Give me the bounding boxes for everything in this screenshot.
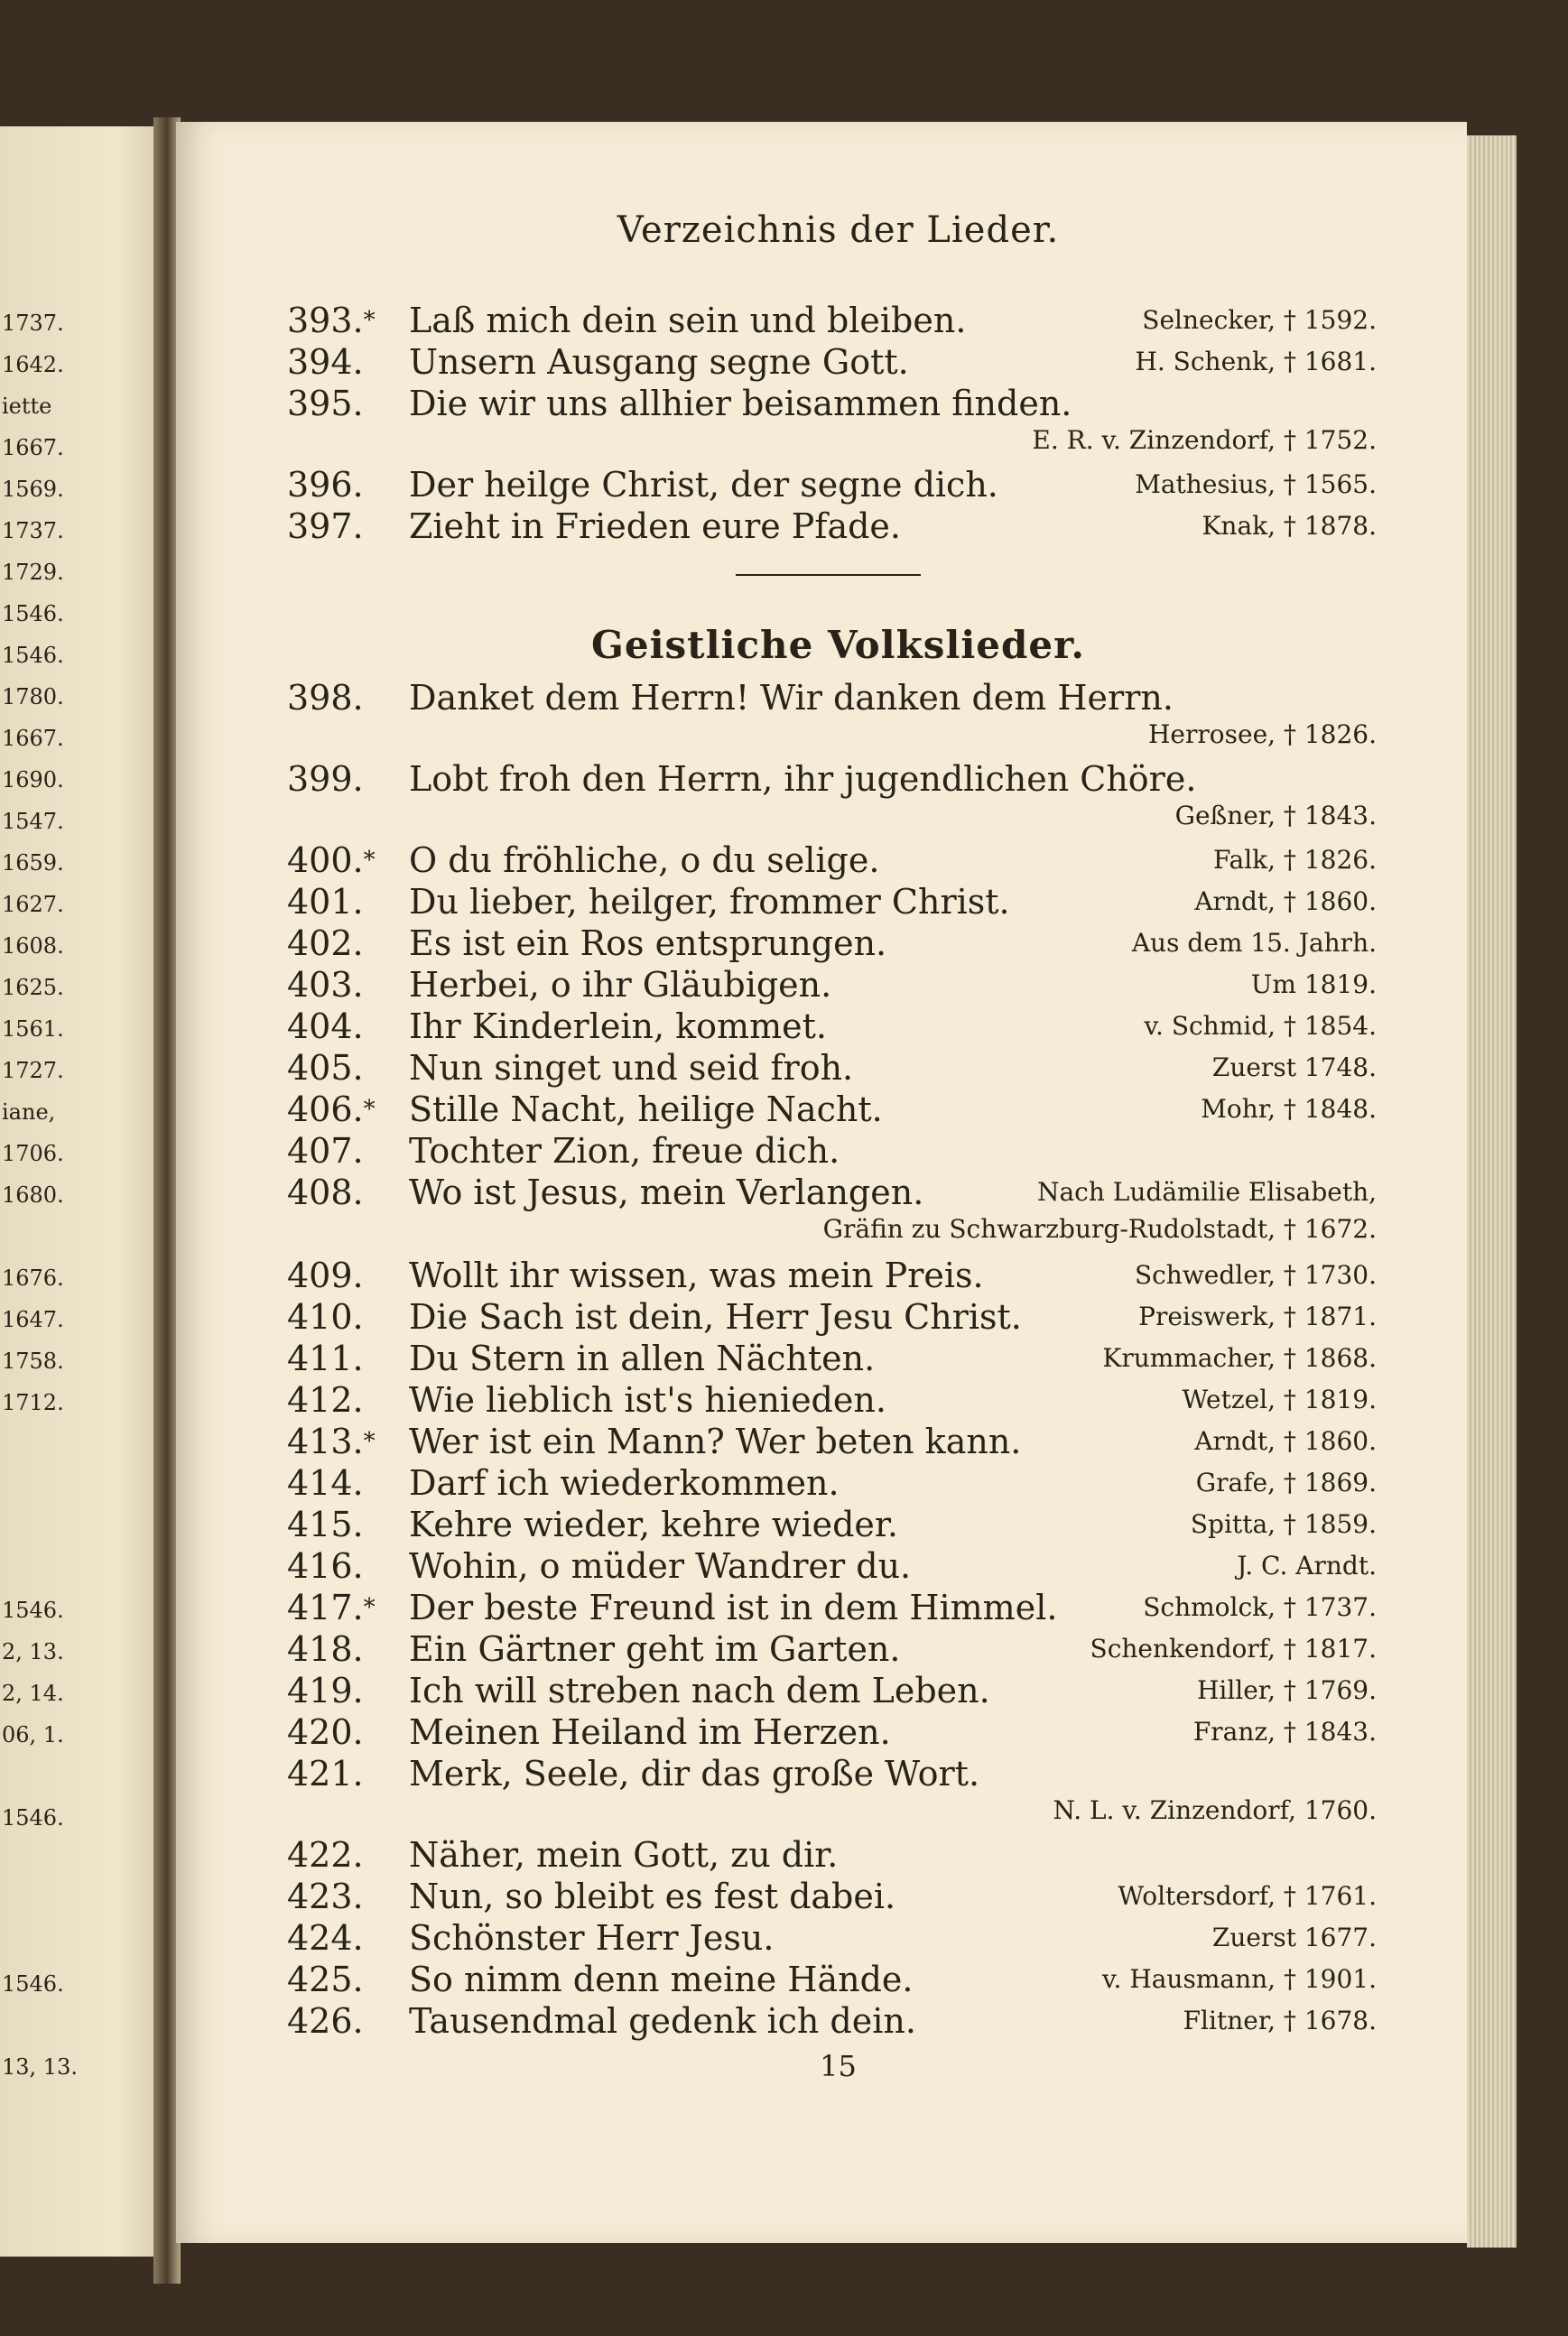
song-first-line: Ein Gärtner geht im Garten.: [409, 1629, 901, 1669]
song-author: Franz, † 1843.: [1192, 1717, 1377, 1747]
song-author-continued: Herrosee, † 1826.: [1148, 719, 1377, 749]
song-number: [287, 505, 364, 547]
song-number-text: 395.: [287, 384, 364, 423]
page-title: Verzeichnis der Lieder.: [617, 209, 1060, 251]
song-first-line: Tausendmal gedenk ich dein.: [409, 2001, 916, 2041]
song-number-text: 420.: [287, 1712, 364, 1752]
song-author-continued: E. R. v. Zinzendorf, † 1752.: [1032, 425, 1377, 455]
star-marker: *: [363, 307, 376, 334]
song-first-line: Näher, mein Gott, zu dir.: [409, 1835, 839, 1875]
song-first-line: Ich will streben nach dem Leben.: [409, 1671, 990, 1710]
song-first-line: So nimm denn meine Hände.: [409, 1960, 914, 1999]
song-number-text: 410.: [287, 1297, 364, 1337]
song-author: Aus dem 15. Jahrh.: [1131, 928, 1377, 958]
song-entry: [287, 1089, 1377, 1130]
song-author: H. Schenk, † 1681.: [1135, 347, 1377, 376]
left-page-number: [2, 1756, 101, 1797]
left-page-number: 1780.: [2, 684, 64, 709]
left-page-number: [2, 1423, 101, 1465]
left-page-number: [2, 1922, 101, 1963]
song-author: Grafe, † 1869.: [1195, 1468, 1377, 1497]
song-number-text: 412.: [287, 1380, 364, 1420]
song-number: [287, 1130, 364, 1172]
song-number: [287, 839, 376, 881]
song-number: [287, 1876, 364, 1917]
left-page-number: 1647.: [2, 1307, 64, 1332]
song-number-text: 426.: [287, 2001, 364, 2041]
song-number-text: 405.: [287, 1048, 364, 1088]
song-number: [287, 1587, 376, 1628]
song-first-line: Du Stern in allen Nächten.: [409, 1339, 876, 1378]
song-number-text: 408.: [287, 1173, 364, 1212]
song-number-text: 401.: [287, 882, 364, 922]
left-page-numbers: [2, 302, 101, 2088]
song-first-line: Wohin, o müder Wandrer du.: [409, 1546, 912, 1586]
song-number-text: 424.: [287, 1918, 364, 1958]
song-entry: [287, 839, 1377, 881]
song-entry: [287, 1130, 1377, 1172]
song-number: [287, 1462, 364, 1504]
song-entry: [287, 1876, 1377, 1917]
song-number: [287, 1628, 364, 1670]
star-marker: *: [363, 1594, 376, 1621]
song-first-line: Wer ist ein Mann? Wer beten kann.: [409, 1422, 1022, 1461]
song-first-line: Wo ist Jesus, mein Verlangen.: [409, 1173, 924, 1212]
left-page-number: 06, 1.: [2, 1722, 64, 1747]
song-entry: [287, 1711, 1377, 1753]
song-author-continued: Geßner, † 1843.: [1174, 801, 1377, 830]
song-number: [287, 1047, 364, 1089]
left-page-number: 1706.: [2, 1141, 64, 1166]
song-first-line: Lobt froh den Herrn, ihr jugendlichen Chöre.: [409, 759, 1197, 799]
song-number-text: 416.: [287, 1546, 364, 1586]
left-page-number: 1737.: [2, 311, 64, 336]
song-number-text: 406.: [287, 1089, 364, 1129]
song-author: Schwedler, † 1730.: [1134, 1260, 1377, 1290]
song-entry: [287, 922, 1377, 964]
song-first-line: Laß mich dein sein und bleiben.: [409, 301, 967, 340]
left-page-edge: [0, 126, 167, 2257]
left-page-number: 1680.: [2, 1182, 64, 1208]
song-first-line: Der beste Freund ist in dem Himmel.: [409, 1588, 1058, 1627]
left-page-number: 2, 13.: [2, 1639, 64, 1664]
song-number-text: 393.: [287, 301, 364, 340]
song-number-text: 414.: [287, 1463, 364, 1503]
left-page-number: 1569.: [2, 477, 64, 502]
song-number-text: 398.: [287, 678, 364, 718]
song-first-line: Danket dem Herrn! Wir danken dem Herrn.: [409, 678, 1174, 718]
song-entry: [287, 881, 1377, 922]
song-number: [287, 1753, 364, 1794]
song-number: [287, 2000, 364, 2042]
left-page-number: 1627.: [2, 892, 64, 917]
song-number-text: 396.: [287, 465, 364, 505]
left-page-number: 2, 14.: [2, 1681, 64, 1706]
song-first-line: Ihr Kinderlein, kommet.: [409, 1006, 827, 1046]
left-page-number: 1727.: [2, 1058, 64, 1083]
song-number-text: 400.: [287, 840, 364, 880]
page-number: 15: [820, 2049, 857, 2083]
song-entry: [287, 1834, 1377, 1876]
song-number: [287, 464, 364, 505]
song-number: [287, 677, 364, 718]
song-author-continued: N. L. v. Zinzendorf, 1760.: [1053, 1795, 1377, 1825]
song-entry: [287, 1504, 1377, 1545]
song-entry: [287, 505, 1377, 547]
left-page-number: 1737.: [2, 518, 64, 543]
song-entry: [287, 1379, 1377, 1421]
song-number: [287, 758, 364, 800]
song-number-text: 421.: [287, 1754, 364, 1794]
star-marker: *: [363, 847, 376, 874]
song-author: Hiller, † 1769.: [1196, 1675, 1377, 1705]
left-page-number: 1712.: [2, 1390, 64, 1415]
song-entry: [287, 1545, 1377, 1587]
song-author: Preiswerk, † 1871.: [1138, 1302, 1377, 1331]
left-page-number: iette: [2, 394, 52, 419]
song-number: [287, 341, 364, 383]
left-page-number: [2, 1216, 101, 1257]
song-number: [287, 1545, 364, 1587]
left-page-number: [2, 1465, 101, 1506]
song-number: [287, 922, 364, 964]
song-first-line: Meinen Heiland im Herzen.: [409, 1712, 891, 1752]
song-entry: [287, 300, 1377, 341]
left-page-number: 1690.: [2, 767, 64, 793]
left-page-number: 1729.: [2, 560, 64, 585]
song-number: [287, 1172, 364, 1213]
song-number: [287, 300, 376, 341]
song-number: [287, 881, 364, 922]
song-entry: [287, 1172, 1377, 1244]
song-entry: [287, 1047, 1377, 1089]
song-first-line: Kehre wieder, kehre wieder.: [409, 1505, 898, 1544]
song-number: [287, 1504, 364, 1545]
song-first-line: Herbei, o ihr Gläubigen.: [409, 965, 832, 1005]
song-author: Krummacher, † 1868.: [1102, 1343, 1377, 1373]
song-number-text: 422.: [287, 1835, 364, 1875]
song-number: [287, 1255, 364, 1296]
song-author: Arndt, † 1860.: [1194, 886, 1377, 916]
song-first-line: Wie lieblich ist's hienieden.: [409, 1380, 886, 1420]
song-first-line: Schönster Herr Jesu.: [409, 1918, 775, 1958]
star-marker: *: [363, 1428, 376, 1455]
song-first-line: Darf ich wiederkommen.: [409, 1463, 840, 1503]
left-page-number: 1546.: [2, 1971, 64, 1997]
song-author: Um 1819.: [1250, 969, 1377, 999]
song-entry: [287, 1006, 1377, 1047]
song-number-text: 419.: [287, 1671, 364, 1710]
song-entry: [287, 1917, 1377, 1959]
song-number: [287, 1421, 376, 1462]
song-number-text: 407.: [287, 1131, 364, 1171]
song-first-line: Zieht in Frieden eure Pfade.: [409, 506, 901, 546]
song-entry: [287, 1338, 1377, 1379]
song-number-text: 404.: [287, 1006, 364, 1046]
song-author: Nach Ludämilie Elisabeth,: [1036, 1177, 1377, 1207]
song-author: Falk, † 1826.: [1212, 845, 1377, 875]
left-page-number: 1561.: [2, 1016, 64, 1042]
song-entry: [287, 1296, 1377, 1338]
song-number: [287, 1089, 376, 1130]
song-number-text: 425.: [287, 1960, 364, 1999]
left-page-number: 1625.: [2, 975, 64, 1000]
song-first-line: Die Sach ist dein, Herr Jesu Christ.: [409, 1297, 1022, 1337]
song-number-text: 417.: [287, 1588, 364, 1627]
left-page-number: 13, 13.: [2, 2054, 78, 2080]
song-author: Selnecker, † 1592.: [1142, 305, 1377, 335]
song-entry: [287, 1421, 1377, 1462]
song-first-line: Stille Nacht, heilige Nacht.: [409, 1089, 883, 1129]
song-number: [287, 1338, 364, 1379]
song-entry: [287, 1959, 1377, 2000]
song-number: [287, 1296, 364, 1338]
song-author: Zuerst 1677.: [1211, 1923, 1377, 1952]
song-author: Schenkendorf, † 1817.: [1090, 1634, 1377, 1664]
left-page-number: 1676.: [2, 1265, 64, 1291]
song-number-text: 411.: [287, 1339, 364, 1378]
song-first-line: Tochter Zion, freue dich.: [409, 1131, 840, 1171]
song-author: Wetzel, † 1819.: [1182, 1385, 1377, 1414]
left-page-number: iane,: [2, 1099, 56, 1125]
song-number: [287, 1959, 364, 2000]
left-page-number: 1546.: [2, 643, 64, 668]
song-number-text: 418.: [287, 1629, 364, 1669]
left-page-number: [2, 1880, 101, 1922]
song-number-text: 409.: [287, 1256, 364, 1295]
song-number: [287, 1917, 364, 1959]
song-number: [287, 1006, 364, 1047]
song-entry: [287, 677, 1377, 749]
left-page-number: 1547.: [2, 809, 64, 834]
song-author: v. Schmid, † 1854.: [1144, 1011, 1377, 1041]
song-entry: [287, 1255, 1377, 1296]
left-page-number: 1667.: [2, 435, 64, 460]
song-first-line: Nun singet und seid froh.: [409, 1048, 854, 1088]
song-number: [287, 1379, 364, 1421]
song-number-text: 399.: [287, 759, 364, 799]
song-author: Knak, † 1878.: [1202, 511, 1377, 541]
song-author: Mohr, † 1848.: [1201, 1094, 1377, 1124]
song-first-line: Du lieber, heilger, frommer Christ.: [409, 882, 1010, 922]
song-first-line: Die wir uns allhier beisammen finden.: [409, 384, 1072, 423]
page-stack-edge: [1467, 135, 1517, 2248]
song-number: [287, 383, 364, 424]
song-number-text: 402.: [287, 923, 364, 963]
song-number: [287, 1670, 364, 1711]
song-entry: [287, 758, 1377, 830]
song-author: v. Hausmann, † 1901.: [1102, 1964, 1377, 1994]
song-number-text: 397.: [287, 506, 364, 546]
song-number-text: 423.: [287, 1877, 364, 1916]
song-entry: [287, 1628, 1377, 1670]
song-author: Spitta, † 1859.: [1190, 1509, 1377, 1539]
left-page-number: 1546.: [2, 1598, 64, 1623]
song-entry: [287, 1753, 1377, 1825]
song-number-text: 415.: [287, 1505, 364, 1544]
song-author: J. C. Arndt.: [1237, 1551, 1377, 1581]
song-author: Arndt, † 1860.: [1194, 1426, 1377, 1456]
song-number: [287, 964, 364, 1006]
song-first-line: Der heilge Christ, der segne dich.: [409, 465, 998, 505]
left-page-number: [2, 1506, 101, 1548]
song-entry: [287, 1587, 1377, 1628]
left-page-number: 1659.: [2, 850, 64, 876]
left-page-number: 1546.: [2, 601, 64, 626]
song-entry: [287, 341, 1377, 383]
song-entry: [287, 464, 1377, 505]
song-entry: [287, 383, 1377, 455]
song-author: Mathesius, † 1565.: [1135, 469, 1377, 499]
song-number: [287, 1834, 364, 1876]
song-number-text: 403.: [287, 965, 364, 1005]
left-page-number: 1608.: [2, 933, 64, 959]
song-author-continued: Gräfin zu Schwarzburg-Rudolstadt, † 1672.: [822, 1214, 1377, 1244]
left-page-number: [2, 2005, 101, 2046]
song-author: Flitner, † 1678.: [1183, 2006, 1377, 2035]
song-entry: [287, 1670, 1377, 1711]
song-entry: [287, 2000, 1377, 2042]
song-first-line: Merk, Seele, dir das große Wort.: [409, 1754, 980, 1794]
left-page-number: [2, 1839, 101, 1880]
song-first-line: Wollt ihr wissen, was mein Preis.: [409, 1256, 984, 1295]
song-author: Zuerst 1748.: [1211, 1052, 1377, 1082]
song-author: Woltersdorf, † 1761.: [1118, 1881, 1377, 1911]
star-marker: *: [363, 1096, 376, 1123]
song-first-line: O du fröhliche, o du selige.: [409, 840, 880, 880]
song-number: [287, 1711, 364, 1753]
song-entry: [287, 1462, 1377, 1504]
song-first-line: Es ist ein Ros entsprungen.: [409, 923, 887, 963]
song-first-line: Nun, so bleibt es fest dabei.: [409, 1877, 896, 1916]
left-page-number: 1667.: [2, 726, 64, 751]
left-page-number: 1758.: [2, 1349, 64, 1374]
song-first-line: Unsern Ausgang segne Gott.: [409, 342, 909, 382]
section-divider: [736, 574, 921, 576]
left-page-number: 1642.: [2, 352, 64, 377]
song-entry: [287, 964, 1377, 1006]
section-heading: Geistliche Volkslieder.: [590, 623, 1085, 667]
song-author: Schmolck, † 1737.: [1143, 1592, 1377, 1622]
left-page-number: [2, 1548, 101, 1590]
song-number-text: 394.: [287, 342, 364, 382]
left-page-number: 1546.: [2, 1805, 64, 1831]
song-number-text: 413.: [287, 1422, 364, 1461]
